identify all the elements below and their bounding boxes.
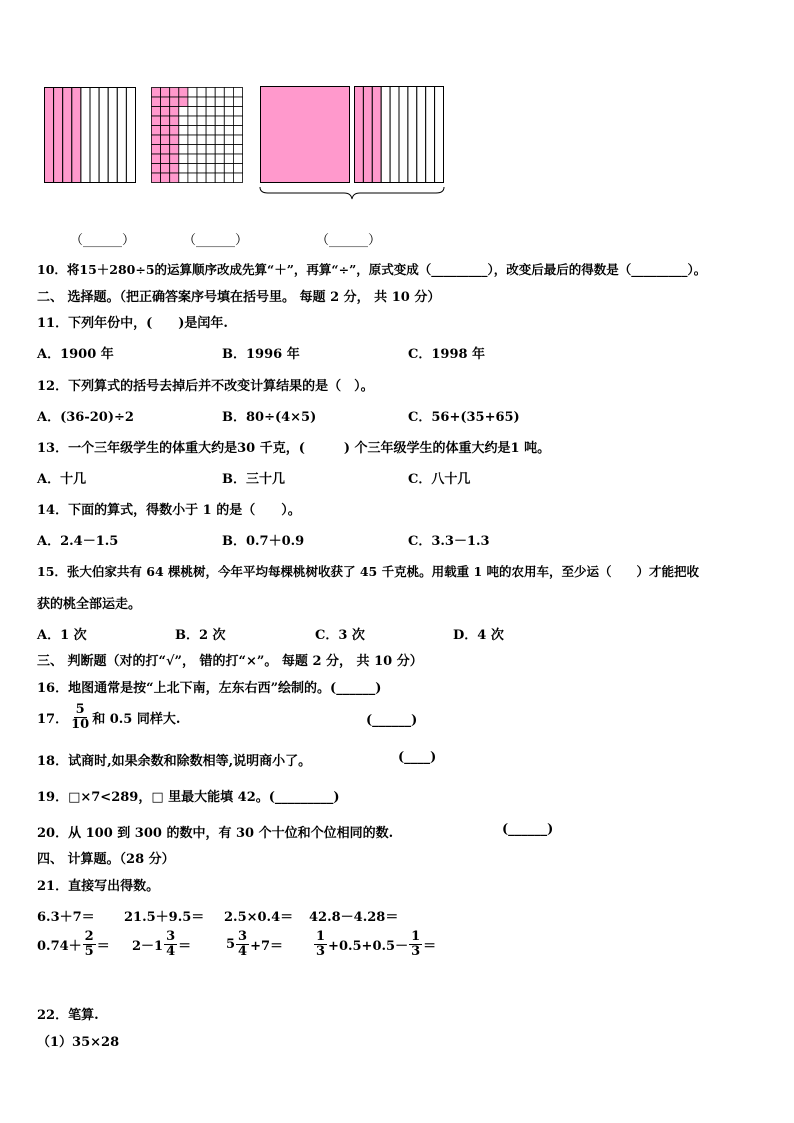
empty-cell (197, 164, 206, 174)
empty-cell (224, 135, 233, 145)
empty-strip (381, 87, 390, 183)
empty-cell (224, 126, 233, 136)
empty-cell (206, 164, 215, 174)
empty-cell (206, 173, 215, 183)
empty-cell (224, 173, 233, 183)
q18-answer[interactable]: (____) (398, 750, 437, 765)
empty-cell (197, 154, 206, 164)
q13-option-b[interactable]: B．三十几 (222, 472, 285, 487)
q21-expr-8-fraction-1: $\frac{1}{3}$ (316, 929, 326, 959)
empty-cell (188, 173, 197, 183)
shaded-cell (170, 107, 179, 117)
shaded-strip (63, 88, 72, 183)
question-13: 13．一个三年级学生的体重大约是30 千克，( ) 个三年级学生的体重大约是1 吨。 (37, 441, 551, 456)
empty-cell (188, 126, 197, 136)
question-14: 14．下面的算式，得数小于 1 的是（ ）。 (37, 503, 301, 518)
empty-cell (224, 145, 233, 155)
fraction-figure-full-square (260, 86, 350, 183)
empty-cell (215, 97, 224, 107)
empty-cell (206, 126, 215, 136)
shaded-cell (152, 126, 161, 136)
empty-cell (215, 173, 224, 183)
q11-option-b[interactable]: B．1996 年 (222, 347, 300, 362)
empty-cell (197, 116, 206, 126)
empty-cell (206, 135, 215, 145)
empty-cell (179, 116, 188, 126)
q14-option-c[interactable]: C．3.3－1.3 (408, 534, 490, 549)
empty-cell (197, 135, 206, 145)
q12-option-a[interactable]: A．(36-20)÷2 (37, 410, 134, 425)
empty-strip (90, 88, 99, 183)
q21-expr-7-fraction: $\frac{3}{4}$ (238, 929, 248, 959)
brace-icon (258, 185, 446, 201)
q12-option-c[interactable]: C．56+(35+65) (408, 410, 520, 425)
shaded-cell (161, 97, 170, 107)
q21-expr-6: 2－1 $\frac{3}{4}$ ＝ (132, 929, 192, 959)
empty-strip (81, 88, 90, 183)
empty-strip (390, 87, 399, 183)
empty-cell (188, 135, 197, 145)
shaded-cell (170, 88, 179, 98)
question-15-line-1: 15．张大伯家共有 64 棵桃树，今年平均每棵桃树收获了 45 千克桃。用载重 1 吨的农用车，至少运（ ）才能把收 (37, 564, 699, 579)
empty-cell (179, 164, 188, 174)
shaded-cell (161, 145, 170, 155)
shaded-cell (161, 173, 170, 183)
empty-cell (224, 164, 233, 174)
q12-option-b[interactable]: B．80÷(4×5) (222, 410, 317, 425)
question-16: 16．地图通常是按“上北下南，左东右西”绘制的。(______) (37, 681, 382, 696)
fraction-figure-grid (151, 87, 243, 183)
q14-option-b[interactable]: B．0.7＋0.9 (222, 534, 305, 549)
q21-expr-1: 6.3＋7＝ (37, 910, 95, 925)
q11-option-c[interactable]: C．1998 年 (408, 347, 486, 362)
empty-cell (206, 116, 215, 126)
q15-option-a[interactable]: A．1 次 (37, 628, 87, 643)
empty-strip (108, 88, 117, 183)
shaded-cell (170, 164, 179, 174)
q22-item-1: （1）35×28 (37, 1035, 120, 1050)
empty-cell (206, 145, 215, 155)
fraction-figure-strips-1 (44, 87, 136, 183)
empty-strip (99, 88, 108, 183)
empty-cell (188, 145, 197, 155)
q15-option-b[interactable]: B．2 次 (175, 628, 226, 643)
empty-cell (179, 145, 188, 155)
question-20: 20．从 100 到 300 的数中，有 30 个十位和个位相同的数. (37, 826, 394, 841)
q17-answer[interactable]: (______) (366, 713, 418, 728)
q21-expr-5-fraction: $\frac{2}{5}$ (84, 929, 94, 959)
empty-cell (206, 107, 215, 117)
shaded-cell (170, 135, 179, 145)
q21-expr-6-fraction: $\frac{3}{4}$ (166, 929, 176, 959)
q11-option-a[interactable]: A．1900 年 (37, 347, 114, 362)
shaded-cell (152, 145, 161, 155)
empty-strip (117, 88, 126, 183)
empty-cell (188, 107, 197, 117)
shaded-cell (152, 154, 161, 164)
shaded-square (261, 87, 350, 183)
empty-cell (215, 126, 224, 136)
shaded-cell (179, 97, 188, 107)
shaded-cell (161, 107, 170, 117)
q14-option-a[interactable]: A．2.4－1.5 (37, 534, 119, 549)
empty-cell (188, 97, 197, 107)
figure-3-answer[interactable]: （______） (316, 233, 382, 248)
empty-cell (206, 97, 215, 107)
empty-cell (233, 164, 242, 174)
q15-option-d[interactable]: D．4 次 (453, 628, 504, 643)
empty-cell (215, 154, 224, 164)
fraction-figure-strips-2 (354, 86, 444, 183)
empty-cell (233, 135, 242, 145)
empty-cell (233, 126, 242, 136)
q17-prefix: 17． (37, 711, 69, 727)
empty-cell (215, 135, 224, 145)
empty-cell (188, 116, 197, 126)
figure-1-answer[interactable]: （______） (70, 233, 136, 248)
q21-expr-3: 2.5×0.4＝ (224, 910, 294, 925)
shaded-cell (161, 116, 170, 126)
shaded-cell (170, 154, 179, 164)
empty-cell (215, 164, 224, 174)
q17-suffix: 和 0.5 同样大. (92, 711, 181, 727)
empty-cell (233, 88, 242, 98)
shaded-cell (161, 126, 170, 136)
shaded-cell (152, 107, 161, 117)
empty-cell (197, 145, 206, 155)
empty-strip (417, 87, 426, 183)
empty-cell (179, 107, 188, 117)
empty-cell (206, 154, 215, 164)
empty-cell (188, 154, 197, 164)
question-19: 19．□×7<289，□ 里最大能填 42。(_________) (37, 790, 340, 805)
empty-strip (435, 87, 444, 183)
section-2-heading: 二、 选择题。（把正确答案序号填在括号里。 每题 2 分， 共 10 分） (37, 290, 441, 305)
empty-cell (233, 116, 242, 126)
shaded-cell (152, 164, 161, 174)
question-15-line-2: 获的桃全部运走。 (37, 597, 142, 612)
section-4-heading: 四、 计算题。（28 分） (37, 852, 175, 867)
shaded-cell (161, 154, 170, 164)
shaded-cell (161, 88, 170, 98)
shaded-cell (170, 173, 179, 183)
empty-cell (197, 126, 206, 136)
empty-cell (215, 107, 224, 117)
shaded-cell (152, 88, 161, 98)
empty-cell (233, 107, 242, 117)
question-21: 21．直接写出得数。 (37, 879, 160, 894)
q13-option-a[interactable]: A．十几 (37, 472, 87, 487)
q21-expr-4: 42.8－4.28＝ (309, 910, 399, 925)
empty-cell (197, 97, 206, 107)
empty-cell (188, 164, 197, 174)
question-17 (37, 703, 180, 731)
q21-expr-7: 5 $\frac{3}{4}$ +7＝ (226, 929, 284, 959)
empty-cell (179, 173, 188, 183)
empty-cell (224, 88, 233, 98)
empty-cell (179, 135, 188, 145)
empty-cell (206, 88, 215, 98)
empty-cell (197, 88, 206, 98)
q21-expr-5: 0.74＋ $\frac{2}{5}$ ＝ (37, 929, 110, 959)
empty-cell (215, 88, 224, 98)
empty-strip (408, 87, 417, 183)
shaded-cell (170, 126, 179, 136)
shaded-cell (152, 116, 161, 126)
empty-cell (224, 154, 233, 164)
empty-cell (215, 145, 224, 155)
shaded-cell (152, 97, 161, 107)
empty-cell (224, 107, 233, 117)
q20-answer[interactable]: (______) (502, 822, 554, 837)
section-3-heading: 三、 判断题（对的打“√”， 错的打“×”。 每题 2 分， 共 10 分） (37, 654, 423, 669)
empty-cell (215, 116, 224, 126)
empty-cell (224, 116, 233, 126)
q21-expr-2: 21.5＋9.5＝ (124, 910, 205, 925)
q13-option-c[interactable]: C．八十几 (408, 472, 471, 487)
shaded-strip (355, 87, 364, 183)
shaded-strip (72, 88, 81, 183)
shaded-cell (161, 135, 170, 145)
shaded-cell (170, 116, 179, 126)
q21-expr-8: $\frac{1}{3}$ +0.5+0.5－ $\frac{1}{3}$ ＝ (316, 929, 437, 959)
empty-cell (233, 97, 242, 107)
shaded-cell (152, 173, 161, 183)
empty-cell (224, 97, 233, 107)
shaded-cell (179, 88, 188, 98)
empty-cell (197, 107, 206, 117)
empty-cell (188, 88, 197, 98)
q21-expr-8-fraction-2: $\frac{1}{3}$ (411, 929, 421, 959)
shaded-cell (170, 145, 179, 155)
empty-cell (179, 126, 188, 136)
empty-strip (426, 87, 435, 183)
empty-strip (126, 88, 135, 183)
shaded-cell (152, 135, 161, 145)
question-12: 12．下列算式的括号去掉后并不改变计算结果的是（ ）。 (37, 379, 374, 394)
shaded-strip (54, 88, 63, 183)
question-18: 18．试商时,如果余数和除数相等,说明商小了。 (37, 754, 312, 769)
shaded-strip (372, 87, 381, 183)
question-10: 10．将15＋280÷5的运算顺序改成先算“＋”，再算“÷”，原式变成（_________），改变后最后的得数是（_________）。 (37, 262, 707, 277)
q15-option-c[interactable]: C．3 次 (315, 628, 365, 643)
q17-fraction: $\frac{5}{10}$ (71, 702, 90, 732)
empty-cell (179, 154, 188, 164)
shaded-strip (45, 88, 54, 183)
shaded-cell (161, 164, 170, 174)
question-11: 11．下列年份中，( )是闰年. (37, 316, 228, 331)
empty-cell (233, 145, 242, 155)
empty-cell (197, 173, 206, 183)
empty-cell (233, 173, 242, 183)
figure-2-answer[interactable]: （______） (183, 233, 249, 248)
question-22: 22．笔算. (37, 1008, 99, 1023)
shaded-strip (363, 87, 372, 183)
empty-cell (233, 154, 242, 164)
empty-strip (399, 87, 408, 183)
shaded-cell (170, 97, 179, 107)
